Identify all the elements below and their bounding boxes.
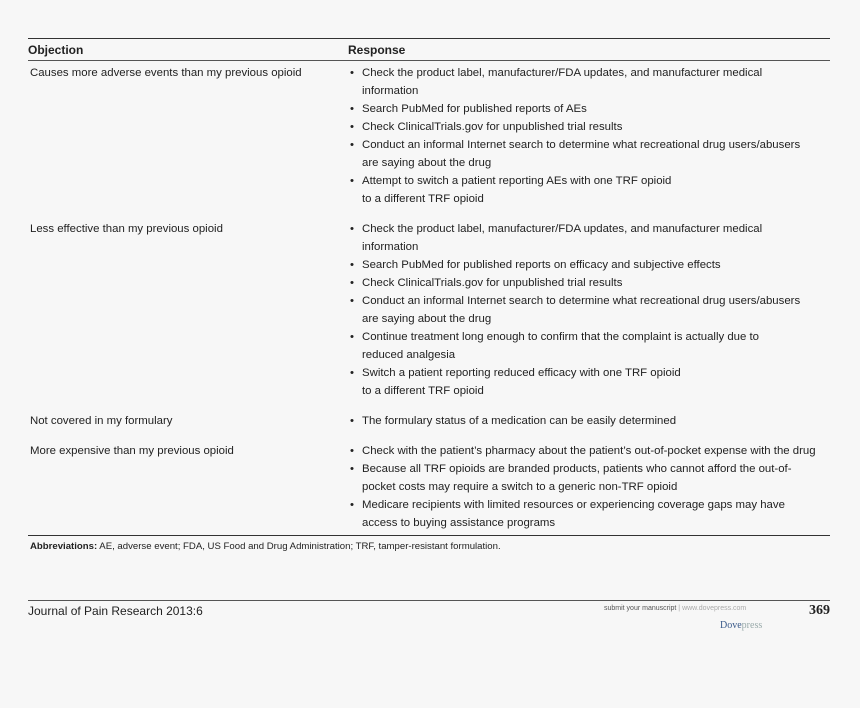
response-item: are saying about the drug: [362, 157, 492, 169]
response-item: • Medicare recipients with limited resources or experiencing coverage gaps may have: [350, 496, 830, 514]
response-item: to a different TRF opioid: [362, 193, 484, 205]
response-list: [350, 64, 830, 208]
abbreviations-note: [28, 541, 830, 552]
table-row: [28, 64, 830, 208]
response-item: are saying about the drug: [362, 313, 492, 325]
table-row: [28, 442, 830, 532]
response-cell: [350, 442, 830, 532]
response-item: reduced analgesia: [362, 349, 456, 361]
response-item: • Conduct an informal Internet search to determine what recreational drug users/abusers: [350, 136, 830, 154]
response-item: • Search PubMed for published reports of AEs: [350, 100, 830, 118]
response-item: • Because all TRF opioids are branded products, patients who cannot afford the out-of-: [350, 460, 830, 478]
objection-cell: Not covered in my formulary: [30, 415, 173, 427]
journal-citation: Journal of Pain Research 2013:6: [28, 604, 203, 618]
submit-manuscript-link[interactable]: [604, 605, 746, 612]
response-item: pocket costs may require a switch to a generic non-TRF opioid: [362, 481, 678, 493]
response-item: • The formulary status of a medication can be easily determined: [350, 412, 830, 430]
dovepress-url: | www.dovepress.com: [676, 605, 747, 612]
response-item: • Check the product label, manufacturer/FDA updates, and manufacturer medical: [350, 64, 830, 82]
table-body: [28, 64, 830, 532]
response-item: • Check ClinicalTrials.gov for unpublished trial results: [350, 118, 830, 136]
response-item: information: [362, 85, 419, 97]
objection-cell: More expensive than my previous opioid: [30, 445, 234, 457]
objection-cell: Less effective than my previous opioid: [30, 223, 223, 235]
response-item: • Continue treatment long enough to confirm that the complaint is actually due to: [350, 328, 830, 346]
page-number: 369: [809, 603, 830, 618]
response-item: • Attempt to switch a patient reporting AEs with one TRF opioid: [350, 172, 830, 190]
header-objection: Objection: [28, 43, 84, 57]
response-list: [350, 442, 830, 532]
table-row: [28, 412, 830, 430]
table-row: [28, 220, 830, 400]
response-item: • Conduct an informal Internet search to determine what recreational drug users/abusers: [350, 292, 830, 310]
response-item: • Check ClinicalTrials.gov for unpublished trial results: [350, 274, 830, 292]
response-cell: [350, 220, 830, 400]
dovepress-press: press: [741, 620, 763, 631]
dovepress-dove: Dove: [720, 620, 742, 631]
response-item: • Check the product label, manufacturer/FDA updates, and manufacturer medical: [350, 220, 830, 238]
abbreviations-text: AE, adverse event; FDA, US Food and Drug Administration; TRF, tamper-resistant formulation.: [97, 541, 501, 552]
abbreviations-label: Abbreviations:: [30, 541, 98, 552]
response-item: • Check with the patient’s pharmacy about the patient’s out-of-pocket expense with the drug: [350, 442, 830, 460]
submit-label: submit your manuscript: [604, 605, 677, 612]
response-item: access to buying assistance programs: [362, 517, 556, 529]
dovepress-logo: [720, 620, 762, 631]
response-item: information: [362, 241, 419, 253]
response-cell: [350, 64, 830, 208]
response-item: • Switch a patient reporting reduced efficacy with one TRF opioid: [350, 364, 830, 382]
response-list: [350, 220, 830, 400]
response-cell: [350, 412, 830, 430]
response-list: [350, 412, 830, 430]
table-bottom-rule: [28, 535, 830, 536]
header-response: Response: [348, 43, 406, 57]
table: [28, 38, 830, 552]
footer-rule: [28, 600, 830, 601]
table-header: [28, 39, 830, 59]
objection-cell: Causes more adverse events than my previous opioid: [30, 67, 302, 79]
response-item: • Search PubMed for published reports on efficacy and subjective effects: [350, 256, 830, 274]
response-item: to a different TRF opioid: [362, 385, 484, 397]
table-header-rule: [28, 60, 830, 61]
